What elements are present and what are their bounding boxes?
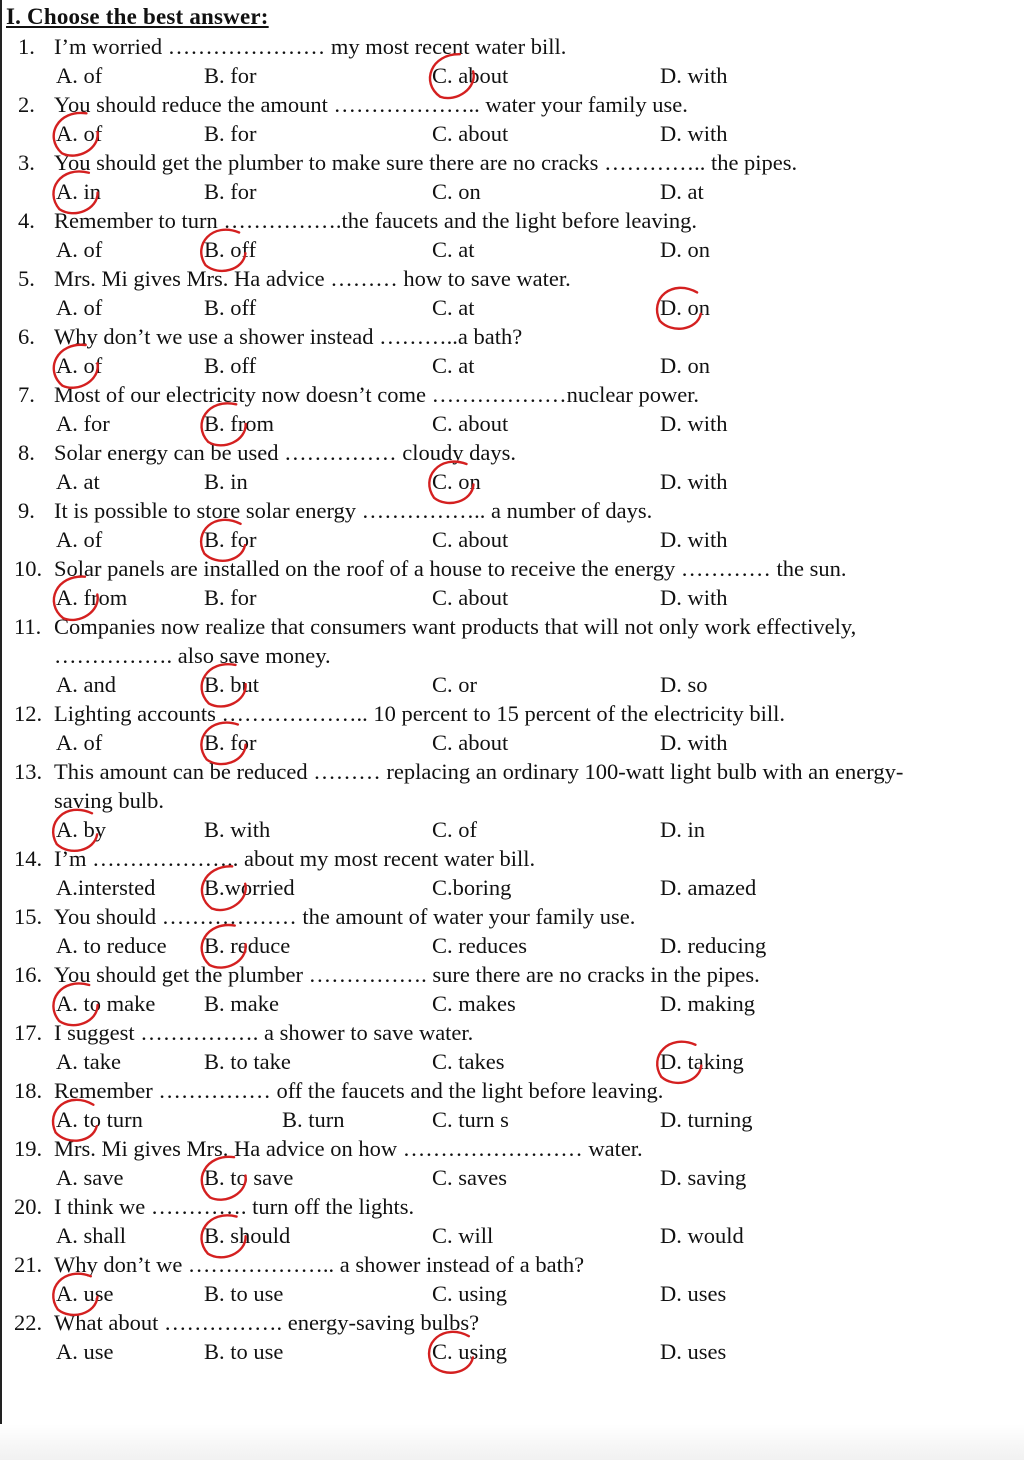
option-d[interactable]: D. with [660,527,728,552]
option-d[interactable]: D. on [660,237,710,262]
option-c[interactable]: C. about [432,585,509,610]
option-b[interactable]: B. should [204,1223,291,1248]
section-heading: I. Choose the best answer: [6,4,269,29]
option-a[interactable]: A. use [56,1281,114,1306]
question-stem: What about ……………. energy-saving bulbs? [54,1310,480,1335]
question-number: 22. [14,1310,43,1335]
answer-options [0,178,1024,206]
answer-options [0,120,1024,148]
option-c[interactable]: C. about [432,121,509,146]
answer-options [0,526,1024,554]
option-c[interactable]: C. on [432,469,481,494]
option-b[interactable]: B. for [204,63,257,88]
option-b[interactable]: B. to save [204,1165,294,1190]
option-a[interactable]: A. of [56,63,103,88]
question-number: 10. [14,556,43,581]
option-c[interactable]: C. will [432,1223,494,1248]
option-b[interactable]: B. turn [282,1107,345,1132]
option-b[interactable]: B. for [204,179,257,204]
question-number: 16. [14,962,43,987]
option-a[interactable]: A. by [56,817,106,842]
option-b[interactable]: B. off [204,295,257,320]
option-b[interactable]: B. reduce [204,933,291,958]
option-b[interactable]: B. for [204,585,257,610]
option-b[interactable]: B. off [204,237,257,262]
option-a[interactable]: A. of [56,527,103,552]
option-b[interactable]: B. off [204,353,257,378]
option-d[interactable]: D. reducing [660,933,767,958]
question-number: 5. [18,266,35,291]
option-b[interactable]: B. make [204,991,279,1016]
answer-options [0,1280,1024,1308]
option-b[interactable]: B. to use [204,1281,284,1306]
option-c[interactable]: C. about [432,730,509,755]
question-number: 2. [18,92,35,117]
option-a[interactable]: A. in [56,179,101,204]
question-stem: Lighting accounts ……………….. 10 percent to 15 percent of the electricity bill. [54,701,786,726]
answer-options [0,816,1024,844]
option-b[interactable]: B.worried [204,875,295,900]
question-number: 9. [18,498,35,523]
answer-options [0,1106,1024,1134]
option-c[interactable]: C. or [432,672,477,697]
answer-options [0,468,1024,496]
option-a[interactable]: A. from [56,585,128,610]
option-d[interactable]: D. so [660,672,708,697]
question-stem: Why don’t we use a shower instead ………..a bath? [54,324,523,349]
answer-options [0,1164,1024,1192]
option-d[interactable]: D. saving [660,1165,747,1190]
option-a[interactable]: A. and [56,672,116,697]
question-stem: Companies now realize that consumers want products that will not only work effectively, [54,614,857,639]
question-number: 4. [18,208,35,233]
answer-options [0,729,1024,757]
question-stem: You should get the plumber to make sure there are no cracks ………….. the pipes. [54,150,798,175]
question-stem: Remember …………… off the faucets and the light before leaving. [54,1078,664,1103]
answer-options [0,236,1024,264]
option-c[interactable]: C. at [432,237,475,262]
option-a[interactable]: A. to make [56,991,156,1016]
option-a[interactable]: A. save [56,1165,124,1190]
question-number: 8. [18,440,35,465]
option-b[interactable]: B. with [204,817,271,842]
question-stem: Why don’t we ……………….. a shower instead of a bath? [54,1252,585,1277]
option-a[interactable]: A. use [56,1339,114,1364]
question-stem: You should reduce the amount ……………….. water your family use. [54,92,688,117]
option-c[interactable]: C. about [432,527,509,552]
answer-options [0,1222,1024,1250]
question-stem: Mrs. Mi gives Mrs. Ha advice ……… how to save water. [54,266,571,291]
option-c[interactable]: C. takes [432,1049,505,1074]
question-stem: I’m ……………….. about my most recent water bill. [54,846,536,871]
question-number: 3. [18,150,35,175]
option-c[interactable]: C. saves [432,1165,507,1190]
question-number: 7. [18,382,35,407]
answer-options [0,874,1024,902]
option-b[interactable]: B. for [204,527,257,552]
option-b[interactable]: B. but [204,672,260,697]
option-c[interactable]: C. of [432,817,477,842]
option-d[interactable]: D. with [660,469,728,494]
option-d[interactable]: D. on [660,353,710,378]
answer-options [0,671,1024,699]
option-a[interactable]: A. of [56,730,103,755]
option-a[interactable]: A. for [56,411,110,436]
question-number: 20. [14,1194,43,1219]
bottom-edge-shadow [0,1424,1024,1460]
option-b[interactable]: B. from [204,411,274,436]
option-d[interactable]: D. uses [660,1339,727,1364]
option-c[interactable]: C. makes [432,991,516,1016]
option-a[interactable]: A. of [56,121,103,146]
option-a[interactable]: A. of [56,353,103,378]
answer-options [0,410,1024,438]
option-d[interactable]: D. with [660,121,728,146]
question-stem: This amount can be reduced ……… replacing an ordinary 100-watt light bulb with an energy- [54,759,904,784]
option-c[interactable]: C. at [432,353,475,378]
option-c[interactable]: C. turn s [432,1107,509,1132]
option-d[interactable]: D. amazed [660,875,757,900]
option-d[interactable]: D. at [660,179,704,204]
question-stem: You should get the plumber ……………. sure there are no cracks in the pipes. [54,962,760,987]
question-number: 14. [14,846,43,871]
question-stem: Mrs. Mi gives Mrs. Ha advice on how …………………… water. [54,1136,643,1161]
question-stem: I think we …………. turn off the lights. [54,1194,415,1219]
answer-options [0,990,1024,1018]
question-number: 6. [18,324,35,349]
option-a[interactable]: A. shall [56,1223,126,1248]
question-number: 17. [14,1020,43,1045]
question-stem: Remember to turn …………….the faucets and the light before leaving. [54,208,697,233]
question-stem-continued: saving bulb. [54,788,164,813]
answer-options [0,62,1024,90]
question-number: 1. [18,34,35,59]
question-number: 12. [14,701,43,726]
question-number: 13. [14,759,43,784]
option-a[interactable]: A. at [56,469,100,494]
option-d[interactable]: D. would [660,1223,744,1248]
question-number: 11. [14,614,42,639]
option-b[interactable]: B. in [204,469,248,494]
option-d[interactable]: D. with [660,63,728,88]
option-a[interactable]: A.intersted [56,875,156,900]
option-a[interactable]: A. take [56,1049,121,1074]
option-a[interactable]: A. to reduce [56,933,167,958]
option-d[interactable]: D. turning [660,1107,753,1132]
question-stem: It is possible to store solar energy …………….. a number of days. [54,498,653,523]
question-stem-continued: ……………. also save money. [54,643,331,668]
option-b[interactable]: B. to use [204,1339,284,1364]
option-d[interactable]: D. taking [660,1049,744,1074]
option-d[interactable]: D. with [660,411,728,436]
option-b[interactable]: B. to take [204,1049,291,1074]
question-number: 19. [14,1136,43,1161]
question-stem: Solar energy can be used …………… cloudy days. [54,440,516,465]
question-stem: I suggest ……………. a shower to save water. [54,1020,474,1045]
answer-options [0,932,1024,960]
option-d[interactable]: D. in [660,817,705,842]
option-c[interactable]: C.boring [432,875,512,900]
option-d[interactable]: D. with [660,730,728,755]
question-stem: You should ……………… the amount of water your family use. [54,904,636,929]
option-d[interactable]: D. making [660,991,755,1016]
question-number: 18. [14,1078,43,1103]
option-d[interactable]: D. with [660,585,728,610]
option-b[interactable]: B. for [204,121,257,146]
option-b[interactable]: B. for [204,730,257,755]
option-c[interactable]: C. reduces [432,933,527,958]
option-c[interactable]: C. using [432,1339,508,1364]
question-number: 15. [14,904,43,929]
question-stem: Solar panels are installed on the roof of a house to receive the energy ………… the sun. [54,556,847,581]
answer-options [0,584,1024,612]
option-c[interactable]: C. about [432,411,509,436]
answer-options [0,294,1024,322]
option-a[interactable]: A. of [56,295,103,320]
answer-options [0,1338,1024,1366]
question-stem: Most of our electricity now doesn’t come ………………nuclear power. [54,382,700,407]
option-c[interactable]: C. at [432,295,475,320]
option-c[interactable]: C. about [432,63,509,88]
question-number: 21. [14,1252,43,1277]
option-a[interactable]: A. to turn [56,1107,143,1132]
option-c[interactable]: C. on [432,179,481,204]
option-c[interactable]: C. using [432,1281,508,1306]
question-stem: I’m worried ………………… my most recent water bill. [54,34,567,59]
answer-options [0,352,1024,380]
option-d[interactable]: D. on [660,295,710,320]
option-a[interactable]: A. of [56,237,103,262]
option-d[interactable]: D. uses [660,1281,727,1306]
answer-options [0,1048,1024,1076]
